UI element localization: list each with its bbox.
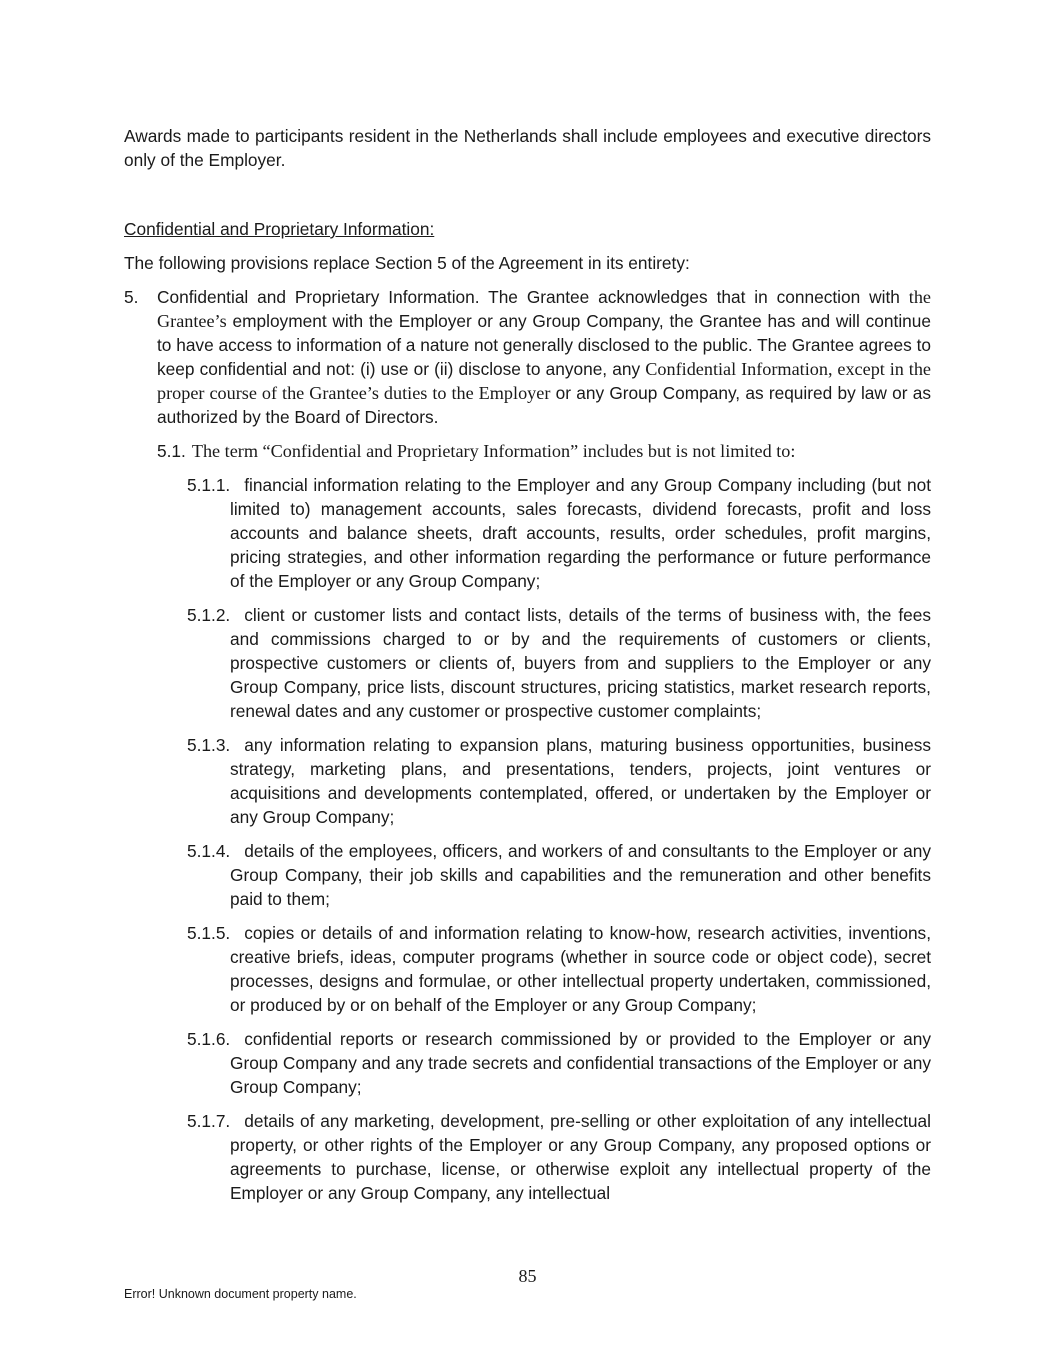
list-item — [187, 921, 931, 1017]
lead-paragraph: The following provisions replace Section 5 of the Agreement in its entirety: — [124, 253, 690, 273]
list-item — [187, 733, 931, 829]
section-heading: Confidential and Proprietary Information: — [124, 219, 435, 239]
list-item — [187, 473, 931, 593]
section-5-1-text: The term “Confidential and Proprietary Information” includes but is not limited to: — [191, 441, 796, 461]
list-item-number: 5.1.7. — [187, 1111, 231, 1131]
list-item-text: client or customer lists and contact lists, details of the terms of business with, the fees and commissions charged to or by and the requirements of customers or clients, prospective customers or clients of, buyers from and suppliers to the Employer or any Group Company, price lists, discount structures, pricing statistics, market research reports, renewal dates and any customer or prospective customer complaints; — [230, 605, 931, 721]
document-body — [124, 124, 931, 1215]
list-item-text: details of any marketing, development, pre-selling or other exploitation of any intellectual property, or other rights of the Employer or any Group Company, any proposed options or agreements to purchase, license, or otherwise exploit any intellectual property of the Employer or any Group Company, any intellectual — [230, 1111, 931, 1203]
section-5-1 — [157, 439, 931, 463]
section-5-text-b: the Grantee’s — [157, 287, 931, 331]
section-5-1-number: 5.1. — [157, 441, 186, 461]
list-item — [187, 1109, 931, 1205]
section-5-text-e: or any Group Company, as required by law or as authorized by the Board of Directors. — [157, 383, 931, 427]
list-item-number: 5.1.4. — [187, 841, 231, 861]
section-5 — [124, 285, 931, 429]
list-item-number: 5.1.6. — [187, 1029, 231, 1049]
intro-paragraph: Awards made to participants resident in the Netherlands shall include employees and executive directors only of the Employer. — [124, 126, 931, 170]
page-number: 85 — [518, 1266, 537, 1286]
section-5-text-a: Confidential and Proprietary Information. The Grantee acknowledges that in connection with — [157, 287, 909, 307]
list-item — [187, 839, 931, 911]
list-item-number: 5.1.1. — [187, 475, 231, 495]
list-item-text: details of the employees, officers, and workers of and consultants to the Employer or any Group Company, their job skills and capabilities and the remuneration and other benefits paid to them; — [230, 841, 931, 909]
section-5-text-c: employment with the Employer or any Group Company, the Grantee has and will continue to have access to information of a nature not generally disclosed to the public. The Grantee agrees to keep confidential and not: (i) use or (ii) disclose to anyone, any — [157, 311, 931, 379]
list-item — [187, 603, 931, 723]
list-item-number: 5.1.5. — [187, 923, 231, 943]
footer-text: Error! Unknown document property name. — [124, 1287, 357, 1301]
list-item — [187, 1027, 931, 1099]
list-item-text: financial information relating to the Employer and any Group Company including (but not limited to) management accounts, sales forecasts, dividend forecasts, profit and loss accounts and balance sheets, draft accounts, results, order schedules, profit margins, pricing strategies, and other information regarding the performance or future performance of the Employer or any Group Company; — [230, 475, 931, 591]
list-item-number: 5.1.3. — [187, 735, 231, 755]
subitem-list — [124, 473, 931, 1205]
list-item-text: confidential reports or research commissioned by or provided to the Employer or any Group Company and any trade secrets and confidential transactions of the Employer or any Group Company; — [230, 1029, 931, 1097]
list-item-text: any information relating to expansion plans, maturing business opportunities, business strategy, marketing plans, and presentations, tenders, projects, joint ventures or acquisitions and developments contemplated, offered, or undertaken by the Employer or any Group Company; — [230, 735, 931, 827]
list-item-number: 5.1.2. — [187, 605, 231, 625]
list-item-text: copies or details of and information relating to know-how, research activities, inventions, creative briefs, ideas, computer programs (whether in source code or object code), secret processes, designs and formulae, or other intellectual property undertaken, commissioned, or produced by or on behalf of the Employer or any Group Company; — [230, 923, 931, 1015]
section-5-number: 5. — [124, 287, 139, 307]
section-5-text-d: Confidential Information, except in the proper course of the Grantee’s duties to the Employer — [157, 359, 931, 403]
